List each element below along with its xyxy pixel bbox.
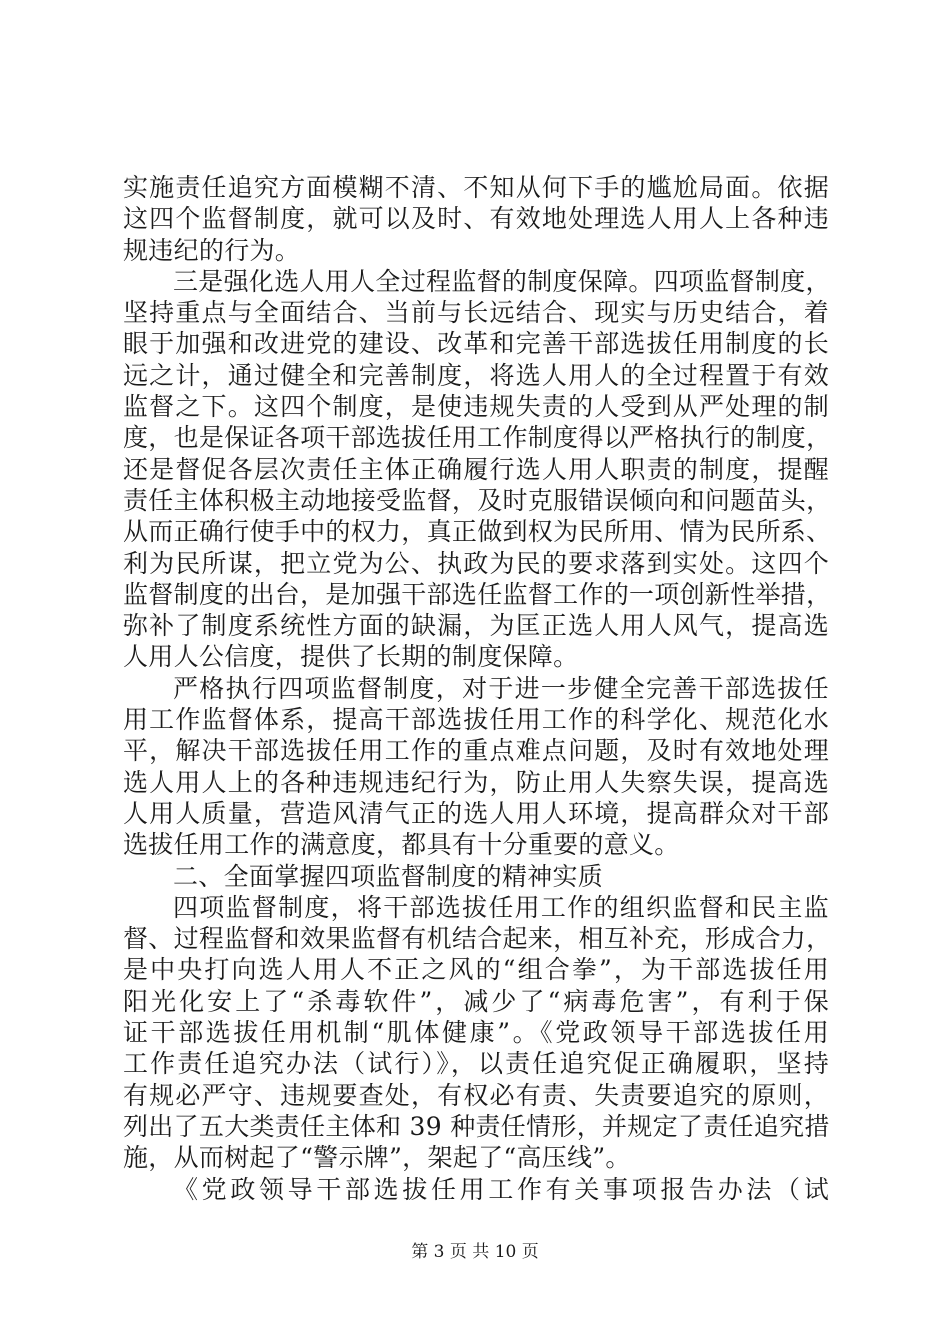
text-line: 利为民所谋，把立党为公、执政为民的要求落到实处。这四个 xyxy=(123,548,829,578)
text-line: 选拔任用工作的满意度，都具有十分重要的意义。 xyxy=(123,830,680,860)
document-body xyxy=(123,172,832,1205)
text-line: 人用人质量，营造风清气正的选人用人环境，提高群众对干部 xyxy=(123,798,829,828)
text-line: 远之计，通过健全和完善制度，将选人用人的全过程置于有效 xyxy=(123,360,829,390)
text-line: 证干部选拔任用机制“肌体健康”。《党政领导干部选拔任用 xyxy=(123,1018,829,1048)
text-line: 选人用人上的各种违规违纪行为，防止用人失察失误，提高选 xyxy=(123,767,829,797)
text-line: 弥补了制度系统性方面的缺漏，为匡正选人用人风气，提高选 xyxy=(123,611,829,641)
text-line: 从而正确行使手中的权力，真正做到权为民所用、情为民所系、 xyxy=(123,517,832,547)
text-line: 实施责任追究方面模糊不清、不知从何下手的尴尬局面。依据 xyxy=(123,173,829,202)
page-number-footer: 第 3 页 共 10 页 xyxy=(411,1242,539,1262)
text-line: 眼于加强和改进党的建设、改革和完善干部选拔任用制度的长 xyxy=(123,329,829,359)
text-line: 施，从而树起了“警示牌”，架起了“高压线”。 xyxy=(123,1143,631,1173)
text-line: 监督之下。这四个制度，是使违规失责的人受到从严处理的制 xyxy=(123,392,829,422)
text-line: 平，解决干部选拔任用工作的重点难点问题，及时有效地处理 xyxy=(123,736,829,766)
text-line: 监督制度的出台，是加强干部选任监督工作的一项创新性举措， xyxy=(123,579,832,609)
text-line: 三是强化选人用人全过程监督的制度保障。四项监督制度， xyxy=(173,266,831,296)
text-line: 四项监督制度，将干部选拔任用工作的组织监督和民主监 xyxy=(173,892,829,922)
text-line: 度，也是保证各项干部选拔任用工作制度得以严格执行的制度， xyxy=(123,423,832,453)
text-line: 督、过程监督和效果监督有机结合起来，相互补充，形成合力， xyxy=(123,924,832,954)
text-line: 工作责任追究办法（试行）》，以责任追究促正确履职，坚持 xyxy=(123,1049,829,1079)
text-line: 是中央打向选人用人不正之风的“组合拳”，为干部选拔任用 xyxy=(123,955,829,985)
text-line: 责任主体积极主动地接受监督，及时克服错误倾向和问题苗头， xyxy=(123,485,832,515)
text-line: 这四个监督制度，就可以及时、有效地处理选人用人上各种违 xyxy=(123,204,829,234)
text-line: 严格执行四项监督制度，对于进一步健全完善干部选拔任 xyxy=(173,673,829,703)
section-heading: 二、全面掌握四项监督制度的精神实质 xyxy=(173,861,604,891)
text-line: 阳光化安上了“杀毒软件”，减少了“病毒危害”，有利于保 xyxy=(123,986,829,1016)
text-line: 坚持重点与全面结合、当前与长远结合、现实与历史结合，着 xyxy=(123,298,829,328)
text-line: 列出了五大类责任主体和 39 种责任情形，并规定了责任追究措 xyxy=(123,1111,830,1141)
text-line: 有规必严守、违规要查处，有权必有责、失责要追究的原则， xyxy=(123,1080,829,1110)
text-line: 人用人公信度，提供了长期的制度保障。 xyxy=(123,642,579,672)
text-line: 用工作监督体系，提高干部选拔任用工作的科学化、规范化水 xyxy=(123,705,829,735)
text-line: 还是督促各层次责任主体正确履行选人用人职责的制度，提醒 xyxy=(123,454,829,484)
text-line: 规违纪的行为。 xyxy=(123,235,301,265)
text-line: 《党政领导干部选拔任用工作有关事项报告办法（试 xyxy=(173,1174,829,1204)
